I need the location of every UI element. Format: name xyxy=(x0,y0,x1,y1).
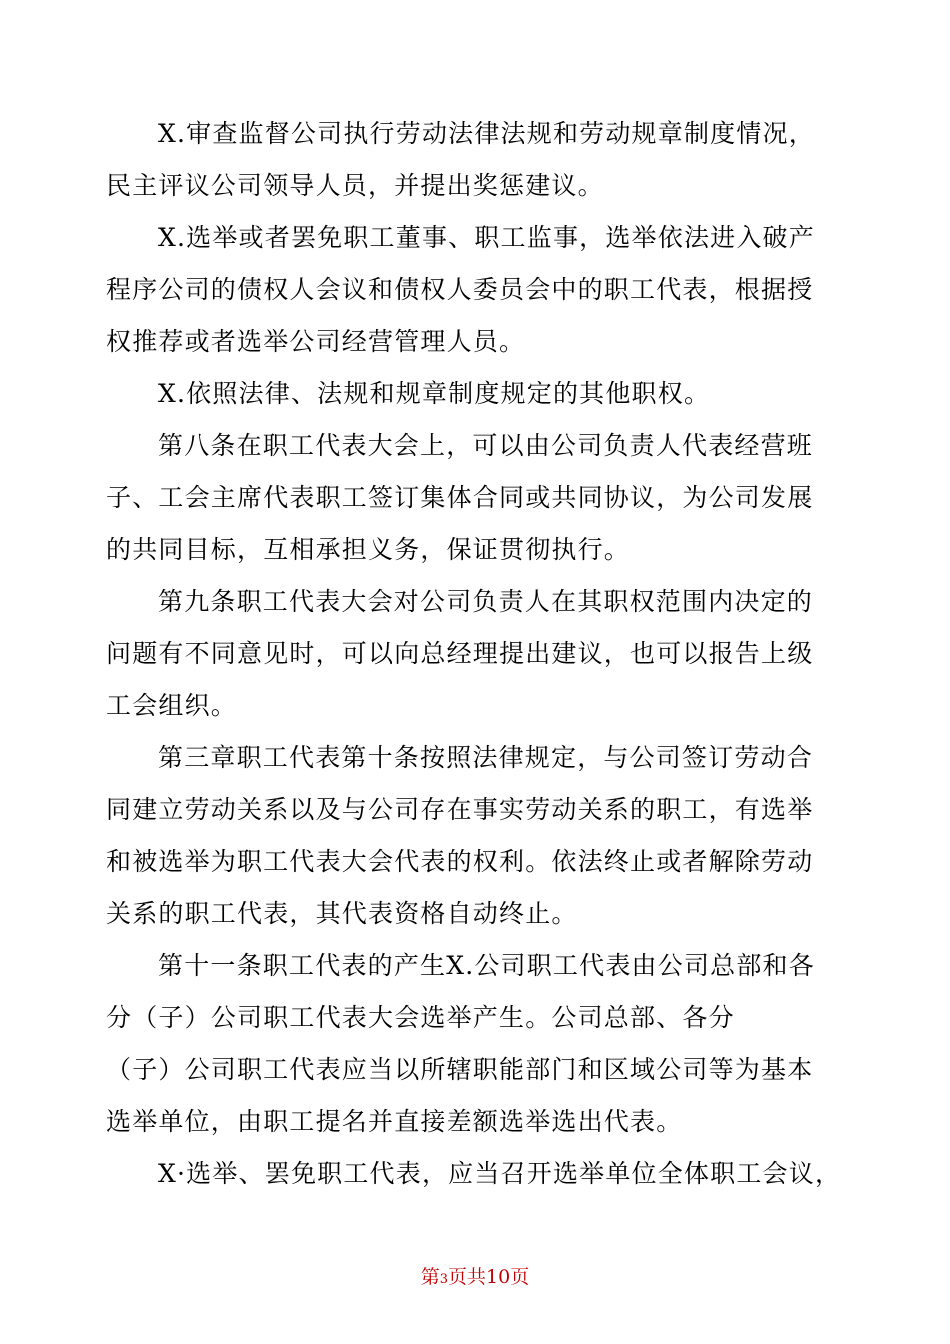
current-page-number: 3 xyxy=(439,1272,449,1287)
text-line: 第三章职工代表第十条按照法律规定，与公司签订劳动合 xyxy=(158,743,814,772)
text-line: 选举单位，由职工提名并直接差额选举选出代表。 xyxy=(106,1107,683,1136)
text-line: 问题有不同意见时，可以向总经理提出建议，也可以报告上级 xyxy=(106,639,814,668)
text-line: X.依照法律、法规和规章制度规定的其他职权。 xyxy=(158,379,711,408)
text-line: 第九条职工代表大会对公司负责人在其职权范围内决定的 xyxy=(158,587,814,616)
footer-prefix: 第 xyxy=(420,1266,440,1288)
text-line: 关系的职工代表，其代表资格自动终止。 xyxy=(106,899,578,928)
text-line: 子、工会主席代表职工签订集体合同或共同协议，为公司发展 xyxy=(106,483,814,512)
footer-suffix: 页 xyxy=(510,1266,530,1288)
text-line: 民主评议公司领导人员，并提出奖惩建议。 xyxy=(106,171,604,200)
footer-middle: 页共 xyxy=(448,1266,487,1288)
text-line: 工会组织。 xyxy=(106,691,238,720)
text-line: 同建立劳动关系以及与公司存在事实劳动关系的职工，有选举 xyxy=(106,795,814,824)
text-line: 和被选举为职工代表大会代表的权利。依法终止或者解除劳动 xyxy=(106,847,814,876)
text-line: X.审查监督公司执行劳动法律法规和劳动规章制度情况， xyxy=(158,119,815,148)
document-body xyxy=(106,108,856,1200)
text-line: 的共同目标，互相承担义务，保证贯彻执行。 xyxy=(106,535,631,564)
total-pages-number: 10 xyxy=(486,1266,511,1288)
text-line: 程序公司的债权人会议和债权人委员会中的职工代表，根据授 xyxy=(106,275,814,304)
text-line: X·选举、罢免职工代表，应当召开选举单位全体职工会议， xyxy=(158,1159,842,1188)
text-line: 第八条在职工代表大会上，可以由公司负责人代表经营班 xyxy=(158,431,814,460)
text-line: （子）公司职工代表应当以所辖职能部门和区域公司等为基本 xyxy=(106,1055,814,1084)
text-line: 权推荐或者选举公司经营管理人员。 xyxy=(106,327,526,356)
text-line: 第十一条职工代表的产生X.公司职工代表由公司总部和各 xyxy=(158,951,815,980)
text-line: X.选举或者罢免职工董事、职工监事，选举依法进入破产 xyxy=(158,223,815,252)
page-footer xyxy=(0,1262,950,1289)
text-line: 分（子）公司职工代表大会选举产生。公司总部、各分 xyxy=(106,1003,735,1032)
